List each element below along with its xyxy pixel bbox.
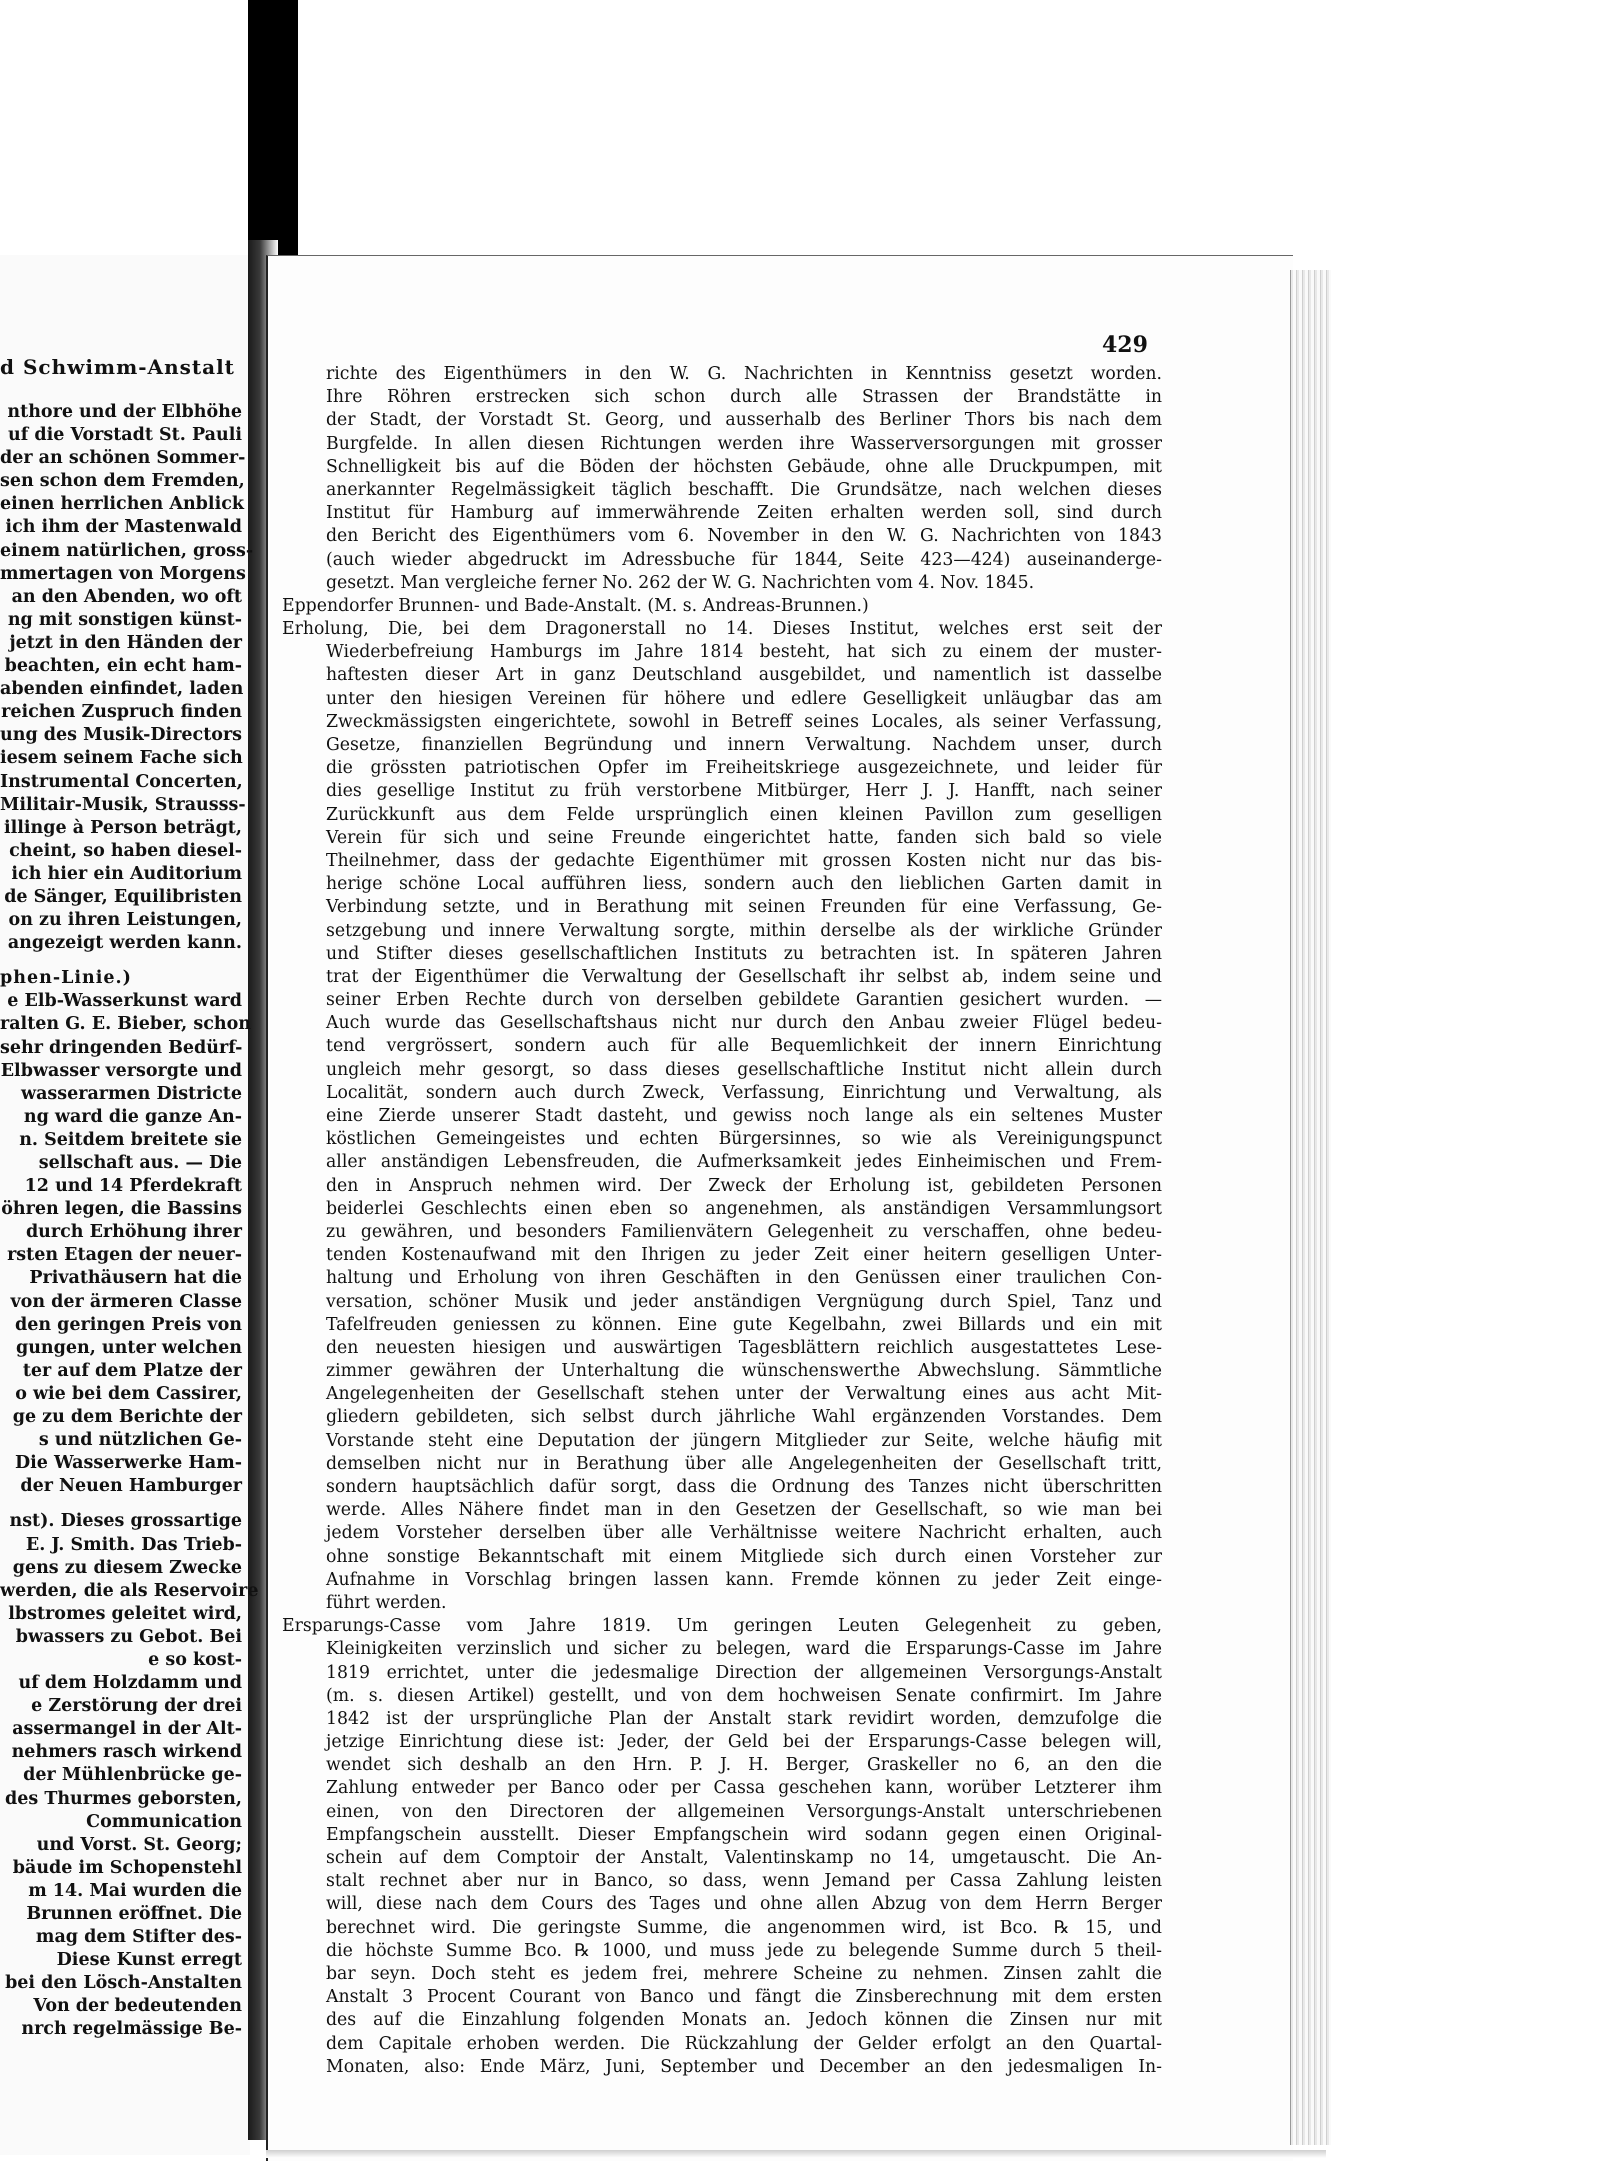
body-text-line: (auch wieder abgedruckt im Adressbuche für 1844, Seite 423—424) auseinanderge- [326, 549, 1162, 570]
left-text-line: der Neuen Hamburger [20, 1476, 242, 1497]
left-text-line: Von der bedeutenden [33, 1996, 242, 2017]
body-text-line: die höchste Summe Bco. ℞ 1000, und muss jede zu belegende Summe durch 5 theil- [326, 1940, 1162, 1961]
body-text-line: Ersparungs-Casse vom Jahre 1819. Um geringen Leuten Gelegenheit zu geben, [282, 1616, 1162, 1637]
body-text-line: Zahlung entweder per Banco oder per Cassa geschehen kann, worüber Letzterer ihm [326, 1778, 1162, 1799]
left-text-line: lbstromes geleitet wird, [8, 1603, 242, 1624]
left-text-line: ng mit sonstigen künst- [7, 609, 242, 630]
body-text-line: trat der Eigenthümer die Verwaltung der Gesellschaft ihr selbst ab, indem seine und [326, 966, 1162, 987]
left-text-line: sen schon dem Fremden, [0, 471, 245, 492]
body-text-line: bar seyn. Doch steht es jedem frei, mehrere Scheine zu nehmen. Zinsen zahlt die [326, 1963, 1162, 1984]
left-text-line [0, 1498, 260, 1510]
body-text-line: Localität, sondern auch durch Zweck, Verfassung, Einrichtung und Verwaltung, als [326, 1082, 1162, 1103]
body-text-line: demselben nicht nur in Berathung über alle Angelegenheiten der Gesellschaft tritt, [326, 1453, 1162, 1474]
body-text-line: ohne sonstige Bekanntschaft mit einem Mitgliede sich durch einen Vorsteher zur [326, 1546, 1162, 1567]
body-text-line: unter den hiesigen Vereinen für höhere und edlere Geselligkeit unläugbar das am [326, 688, 1162, 709]
body-text-line: berechnet wird. Die geringste Summe, die angenommen wird, ist Bco. ℞ 15, und [326, 1917, 1162, 1938]
left-text-line: durch Erhöhung ihrer [25, 1222, 242, 1243]
body-text-line: gesetzt. Man vergleiche ferner No. 262 der W. G. Nachrichten vom 4. Nov. 1845. [326, 572, 1035, 593]
body-text-line: zu gewähren, und besonders Familienvätern Gelegenheit zu verschaffen, ohne bedeu- [326, 1221, 1162, 1242]
body-text-line: Institut für Hamburg auf immerwährende Zeiten erhalten werden soll, sind durch [326, 503, 1162, 524]
body-text-line: Tafelfreuden geniessen zu können. Eine gute Kegelbahn, zwei Billards und ein mit [326, 1314, 1162, 1335]
left-text-line: Diese Kunst erregt [56, 1950, 242, 1971]
left-text-line: illinge à Person beträgt, [3, 817, 242, 838]
left-text-line: Communication [86, 1811, 242, 1832]
body-text-line: köstlichen Gemeingeistes und echten Bürgersinnes, so wie als Vereinigungspunct [326, 1129, 1162, 1150]
body-text-line: Verbindung setzte, und in Berathung mit seinen Freunden für eine Verfassung, Ge- [326, 897, 1162, 918]
left-text-line: uf die Vorstadt St. Pauli [8, 425, 242, 446]
left-text-line: Die Wasserwerke Ham- [14, 1453, 242, 1474]
body-text-line: wendet sich deshalb an den Hrn. P. J. H. Berger, Graskeller no 6, an den die [326, 1755, 1162, 1776]
left-text-line: gungen, unter welchen [15, 1337, 242, 1358]
left-text-line: jetzt in den Händen der [9, 632, 242, 653]
body-text-line: Zweckmässigsten eingerichtete, sowohl in Betreff seines Locales, als seiner Verfassung, [326, 711, 1162, 732]
body-text-line: werde. Alles Nähere findet man in den Gesetzen der Gesellschaft, so wie man bei [326, 1500, 1162, 1521]
body-text-line: der Stadt, der Vorstadt St. Georg, und ausserhalb des Berliner Thors bis nach dem [326, 410, 1162, 431]
left-text-line [0, 955, 260, 967]
left-text-line: einen herrlichen Anblick [0, 494, 244, 515]
left-text-line: Brunnen eröffnet. Die [26, 1904, 242, 1924]
body-text-line: Kleinigkeiten verzinslich und sicher zu belegen, ward die Ersparungs-Casse im Jahre [326, 1639, 1162, 1660]
left-text-line: Privathäusern hat die [29, 1268, 242, 1289]
body-text-line: beiderlei Geschlechts einen eben so angenehmen, als anständigen Versammlungsort [326, 1198, 1162, 1219]
left-text-line: rsten Etagen der neuer- [7, 1245, 242, 1266]
body-text-line: 1842 ist der ursprüngliche Plan der Anstalt stark revidirt worden, demzufolge die [326, 1708, 1162, 1729]
left-text-line: des Thurmes geborsten, [5, 1788, 242, 1809]
left-page-text [0, 401, 260, 2042]
body-text-line: Verein für sich und seine Freunde eingerichtet hatte, fanden sich bald so viele [326, 827, 1162, 848]
body-text-line: den neuesten hiesigen und auswärtigen Tagesblättern reichlich ausgestattetes Lese- [326, 1337, 1162, 1358]
left-text-line: e Zerstörung der drei [31, 1696, 242, 1717]
left-text-line: angezeigt werden kann. [7, 933, 242, 954]
left-text-line: bwassers zu Gebot. Bei [15, 1626, 242, 1647]
body-text-line: tend vergrössert, sondern auch für alle Bequemlichkeit der innern Einrichtung [326, 1036, 1162, 1057]
body-text-line: einen, von den Directoren der allgemeinen Versorgungs-Anstalt unterschriebenen [326, 1801, 1162, 1822]
body-text-line: die grössten patriotischen Opfer im Freiheitskriege ausgezeichnete, und leider für [326, 758, 1162, 779]
body-text-line: stalt rechnet aber nur in Banco, so dass, wenn Jemand per Cassa Zahlung leisten [326, 1871, 1162, 1892]
body-text-line: dem Capitale erhoben werden. Die Rückzahlung der Gelder erfolgt an den Quartal- [326, 2033, 1162, 2054]
body-text-line: Theilnehmer, dass der gedachte Eigenthümer mit grossen Kosten nicht nur das bis- [326, 850, 1162, 871]
left-text-line: iesem seinem Fache sich [0, 748, 243, 769]
left-text-line: e Elb-Wasserkunst ward [7, 991, 242, 1012]
body-text-line: Eppendorfer Brunnen- und Bade-Anstalt. (M. s. Andreas-Brunnen.) [282, 595, 869, 616]
body-text-line: sondern hauptsächlich dafür sorgt, dass die Ordnung des Tanzes nicht überschritten [326, 1477, 1162, 1497]
left-text-line: E. J. Smith. Das Trieb- [25, 1534, 242, 1555]
left-text-line: mag dem Stifter des- [35, 1927, 242, 1948]
left-text-line: m 14. Mai wurden die [28, 1880, 242, 1901]
body-text-line: Anstalt 3 Procent Courant von Banco und fängt die Zinsberechnung mit dem ersten [326, 1987, 1162, 2008]
left-text-line: abenden einfindet, laden [0, 679, 244, 700]
body-text-line: herige schöne Local aufführen liess, sondern auch den lieblichen Garten damit in [326, 874, 1162, 895]
body-text-line: tenden Kostenaufwand mit den Ihrigen zu jeder Zeit einer heitern geselligen Unter- [326, 1245, 1162, 1266]
left-text-line: den geringen Preis von [14, 1314, 242, 1335]
body-text-line: (m. s. diesen Artikel) gestellt, und von dem hochweisen Senate confirmirt. Im Jahre [326, 1685, 1162, 1706]
left-text-line: sellschaft aus. — Die [38, 1153, 242, 1173]
body-text-line: Auch wurde das Gesellschaftshaus nicht nur durch den Anbau zweier Flügel bedeu- [326, 1013, 1162, 1034]
body-text-line: jedem Vorsteher derselben über alle Verhältnisse weitere Nachricht erhalten, auch [326, 1523, 1162, 1544]
left-text-line: reichen Zuspruch finden [1, 702, 242, 723]
left-text-line: bäude im Schopenstehl [12, 1857, 242, 1878]
body-text-line: setzgebung und innere Verwaltung sorgte, mithin derselbe als der wirkliche Gründer [326, 920, 1162, 941]
left-text-line: öhren legen, die Bassins [1, 1199, 242, 1220]
left-text-line: bei den Lösch-Anstalten [5, 1973, 242, 1994]
left-text-line: an den Abenden, wo oft [11, 586, 242, 607]
left-text-line: ralten G. E. Bieber, schon [0, 1014, 251, 1035]
left-text-line: uf dem Holzdamm und [18, 1673, 242, 1694]
body-text-line: jetzige Einrichtung diese ist: Jeder, der Geld bei der Ersparungs-Casse belegen will, [326, 1732, 1162, 1753]
body-text-line: Angelegenheiten der Gesellschaft stehen unter der Verwaltung eines aus acht Mit- [326, 1384, 1162, 1405]
body-text-line: Monaten, also: Ende März, Juni, September und December an den jedesmaligen In- [326, 2056, 1162, 2077]
left-text-line: assermangel in der Alt- [12, 1719, 242, 1740]
left-text-line: n. Seitdem breitete sie [19, 1129, 242, 1150]
body-text-line: führt werden. [326, 1592, 447, 1613]
body-text-line: den in Anspruch nehmen wird. Der Zweck der Erholung ist, gebildeten Personen [326, 1175, 1162, 1196]
left-text-line: der Mühlenbrücke ge- [23, 1765, 242, 1786]
left-text-line: Militair-Musik, Strausss- [0, 794, 246, 815]
left-text-line: ung des Musik-Directors [0, 725, 243, 746]
left-text-line: mmertagen von Morgens [0, 563, 246, 584]
left-text-line: on zu ihren Leistungen, [8, 910, 242, 931]
body-text-line: Burgfelde. In allen diesen Richtungen werden ihre Wasserversorgungen mit grosser [326, 433, 1162, 454]
left-text-line: werden, die als Reservoire [0, 1580, 259, 1601]
body-text-line: des auf die Einzahlung folgenden Monats an. Jedoch können die Zinsen nur mit [326, 2010, 1162, 2031]
left-text-line: sehr dringenden Bedürf- [0, 1037, 243, 1058]
left-text-line: der an schönen Sommer- [0, 448, 246, 469]
left-text-line: e so kost- [148, 1649, 242, 1670]
body-text-line: den Bericht des Eigenthümers vom 6. November in den W. G. Nachrichten von 1843 [326, 526, 1162, 547]
body-text-line: schein auf dem Comptoir der Anstalt, Valentinskamp no 14, umgetauscht. Die An- [326, 1848, 1162, 1868]
body-text-line: dies gesellige Institut zu früh verstorbene Mitbürger, Herr J. J. Hanfft, nach seiner [326, 781, 1162, 802]
body-text-line: Ihre Röhren erstrecken sich schon durch alle Strassen der Brandstätte in [326, 387, 1162, 408]
body-text-line: Wiederbefreiung Hamburgs im Jahre 1814 besteht, hat sich zu einem der muster- [326, 642, 1162, 663]
left-text-line: von der ärmeren Classe [10, 1291, 242, 1312]
body-text-line: gliedern gebildeten, sich selbst durch jährliche Wahl ergänzenden Vorstandes. Dem [326, 1407, 1162, 1428]
body-text-line: Gesetze, finanziellen Begründung und innern Verwaltung. Nachdem unser, durch [326, 735, 1162, 755]
left-text-line: nrch regelmässige Be- [21, 2019, 242, 2040]
left-text-line: o wie bei dem Cassirer, [15, 1383, 242, 1404]
body-text-line: Erholung, Die, bei dem Dragonerstall no 14. Dieses Institut, welches erst seit der [282, 619, 1162, 640]
body-text-line: Aufnahme in Vorschlag bringen lassen kann. Fremde können zu jeder Zeit einge- [326, 1569, 1162, 1590]
left-text-line: s und nützlichen Ge- [38, 1430, 242, 1451]
page-bottom-edge [266, 2150, 1326, 2158]
body-text-line: 1819 errichtet, unter die jedesmalige Direction der allgemeinen Versorgungs-Anstalt [326, 1662, 1162, 1683]
left-text-line: 12 und 14 Pferdekraft [24, 1176, 242, 1197]
left-text-line: nehmers rasch wirkend [11, 1742, 242, 1763]
scan-top-margin [0, 0, 1600, 255]
page-number: 429 [1102, 332, 1148, 358]
left-text-line: ich hier ein Auditorium [11, 863, 242, 884]
left-text-line: beachten, ein echt ham- [4, 656, 242, 677]
left-text-line: nthore und der Elbhöhe [7, 402, 242, 422]
left-text-line: phen-Linie.) [0, 968, 132, 989]
body-text-line: will, diese nach dem Cours des Tages und ohne allen Abzug von dem Herrn Berger [326, 1894, 1162, 1915]
body-text-line: richte des Eigenthümers in den W. G. Nachrichten in Kenntniss gesetzt worden. [326, 364, 1162, 384]
body-text-line: seiner Erben Rechte durch von derselben gebildete Garantien gesichert wurden. — [326, 990, 1162, 1011]
left-text-line: ng ward die ganze An- [23, 1106, 242, 1127]
body-text-line: Schnelligkeit bis auf die Böden der höchsten Gebäude, ohne alle Druckpumpen, mit [326, 456, 1162, 477]
left-text-line: nst). Dieses grossartige [9, 1511, 242, 1532]
right-page-text [282, 363, 1162, 2079]
body-text-line: haftesten dieser Art in ganz Deutschland ausgebildet, und namentlich ist dasselbe [326, 665, 1162, 686]
left-text-line: Instrumental Concerten, [0, 771, 243, 792]
left-text-line: gens zu diesem Zwecke [12, 1557, 242, 1578]
left-text-line: wasserarmen Districte [21, 1083, 242, 1104]
body-text-line: zimmer gewähren der Unterhaltung die wünschenswerthe Abwechslung. Sämmtliche [326, 1361, 1162, 1382]
body-text-line: ungleich mehr gesorgt, so dass dieses gesellschaftliche Institut nicht allein durch [326, 1059, 1162, 1080]
body-text-line: versation, schöner Musik und jeder anständigen Vergnügung durch Spiel, Tanz und [326, 1291, 1162, 1312]
left-text-line: ge zu dem Berichte der [12, 1407, 242, 1428]
body-text-line: aller anständigen Lebensfreuden, die Aufmerksamkeit jedes Einheimischen und Frem- [326, 1152, 1162, 1173]
left-text-line: Elbwasser versorgte und [0, 1060, 242, 1081]
left-text-line: cheint, so haben diesel- [9, 840, 242, 861]
body-text-line: anerkannter Regelmässigkeit täglich beschafft. Die Grundsätze, nach welchen dieses [326, 479, 1162, 500]
body-text-line: und Stifter dieses gesellschaftlichen Instituts zu betrachten ist. In späteren Jahren [326, 943, 1162, 964]
left-text-line: ich ihm der Mastenwald [5, 517, 242, 538]
body-text-line: Vorstande steht eine Deputation der jüngern Mitglieder zur Seite, welche häufig mit [326, 1430, 1162, 1451]
left-page-header: d Schwimm-Anstalt [0, 355, 235, 379]
body-text-line: haltung und Erholung von ihren Geschäften in den Genüssen einer traulichen Con- [326, 1268, 1162, 1289]
left-text-line: ter auf dem Platze der [22, 1360, 242, 1381]
left-text-line: und Vorst. St. Georg; [36, 1834, 242, 1855]
body-text-line: Empfangschein ausstellt. Dieser Empfangschein wird sodann gegen einen Original- [326, 1824, 1162, 1845]
left-text-line: einem natürlichen, gross- [0, 540, 254, 561]
body-text-line: Zurückkunft aus dem Felde ursprünglich einen kleinen Pavillon zum geselligen [326, 804, 1162, 825]
body-text-line: eine Zierde unserer Stadt dasteht, und gewiss noch lange als ein seltenes Muster [326, 1106, 1162, 1126]
page-edges [1290, 270, 1331, 2145]
left-text-line: de Sänger, Equilibristen [4, 886, 242, 907]
